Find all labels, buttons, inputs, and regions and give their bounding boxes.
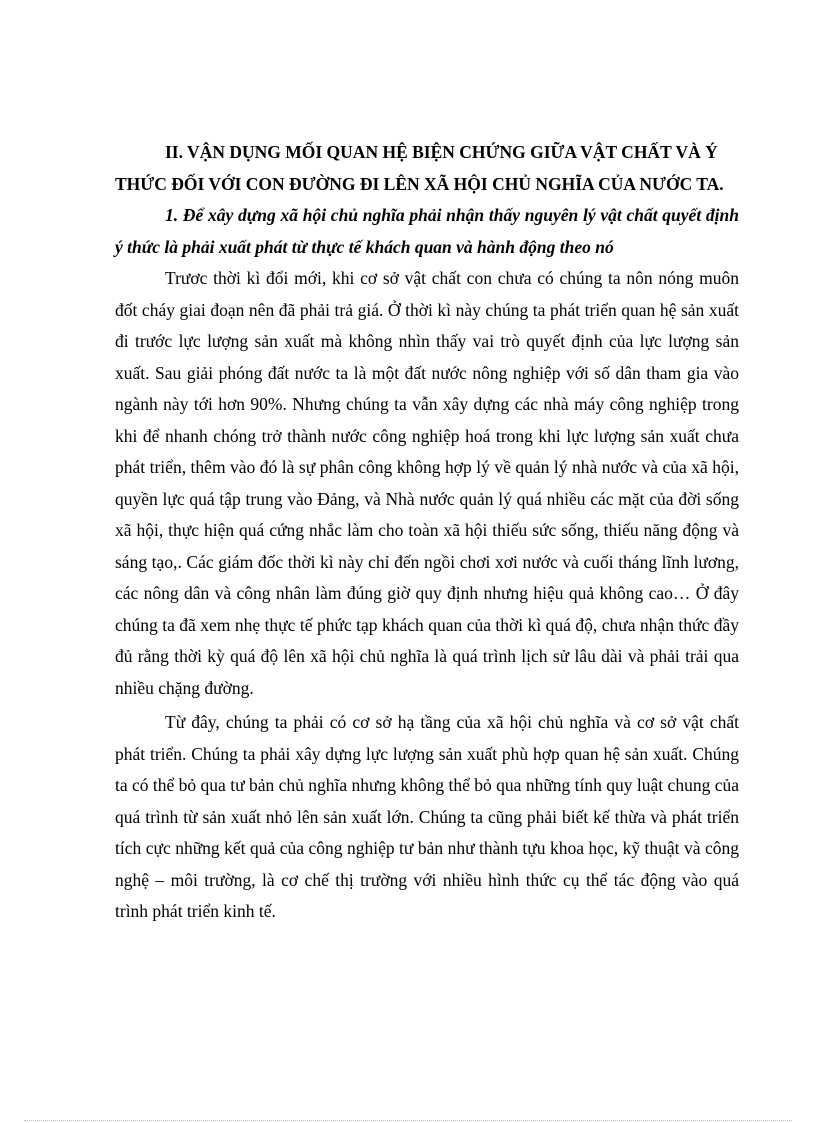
body-paragraph-2: Từ đây, chúng ta phải có cơ sở hạ tầng của xã hội chủ nghĩa và cơ sở vật chất phát triển. Chúng ta phải xây dựng lực lượng sản xuất phù hợp quan hệ sản xuất. Chúng ta có thể bỏ qua tư bản chủ nghĩa nhưng không thể bỏ qua những tính quy luật chung của quá trình từ sản xuất nhỏ lên sản xuất lớn. Chúng ta cũng phải biết kế thừa và phát triển tích cực những kết quả của công nghiệp tư bản như thành tựu khoa học, kỹ thuật và công nghệ – môi trường, là cơ chế thị trường với nhiều hình thức cụ thể tác động vào quá trình phát triển kinh tế. <box>115 712 739 921</box>
body-paragraph-1: Trươc thời kì đổi mới, khi cơ sở vật chất con chưa có chúng ta nôn nóng muôn đốt cháy giai đoạn nên đã phải trả giá. Ở thời kì này chúng ta phát triển quan hệ sản xuất đi trước lực lượng sản xuất mà không nhìn thấy vai trò quyết định của lực lượng sản xuất. Sau giải phóng đất nước ta là một đất nước nông nghiệp với số dân tham gia vào ngành này tới hơn 90%. Nhưng chúng ta vẫn xây dựng các nhà máy công nghiệp trong khi để nhanh chóng trở thành nước công nghiệp hoá trong khi lực lượng sản xuất chưa phát triển, thêm vào đó là sự phân công không hợp lý về quản lý nhà nước và của xã hội, quyền lực quá tập trung vào Đảng, và Nhà nước quản lý quá nhiều các mặt của đời sống xã hội, thực hiện quá cứng nhắc làm cho toàn xã hội thiếu sức sống, thiếu năng động và sáng tạo,. Các giám đốc thời kì này chỉ đến ngồi chơi xơi nước và cuối tháng lĩnh lương, các nông dân và công nhân làm đúng giờ quy định nhưng hiệu quả không cao… Ở đây chúng ta đã xem nhẹ thực tế phức tạp khách quan của thời kì quá độ, chưa nhận thức đầy đủ rằng thời kỳ quá độ lên xã hội chủ nghĩa là quá trình lịch sử lâu dài và phải trải qua nhiều chặng đường. <box>115 268 739 698</box>
page-bottom-divider <box>24 1120 792 1121</box>
section-heading: II. VẬN DỤNG MỐI QUAN HỆ BIỆN CHỨNG GIỮA VẬT CHẤT VÀ Ý THỨC ĐỐI VỚI CON ĐƯỜNG ĐI LÊN XÃ HỘI CHỦ NGHĨA CỦA NƯỚC TA. <box>115 142 724 194</box>
subsection-heading: 1. Để xây dựng xã hội chủ nghĩa phải nhận thấy nguyên lý vật chất quyết định ý thức là phải xuất phát từ thực tế khách quan và hành động theo nó <box>115 205 739 257</box>
document-body <box>115 137 739 928</box>
